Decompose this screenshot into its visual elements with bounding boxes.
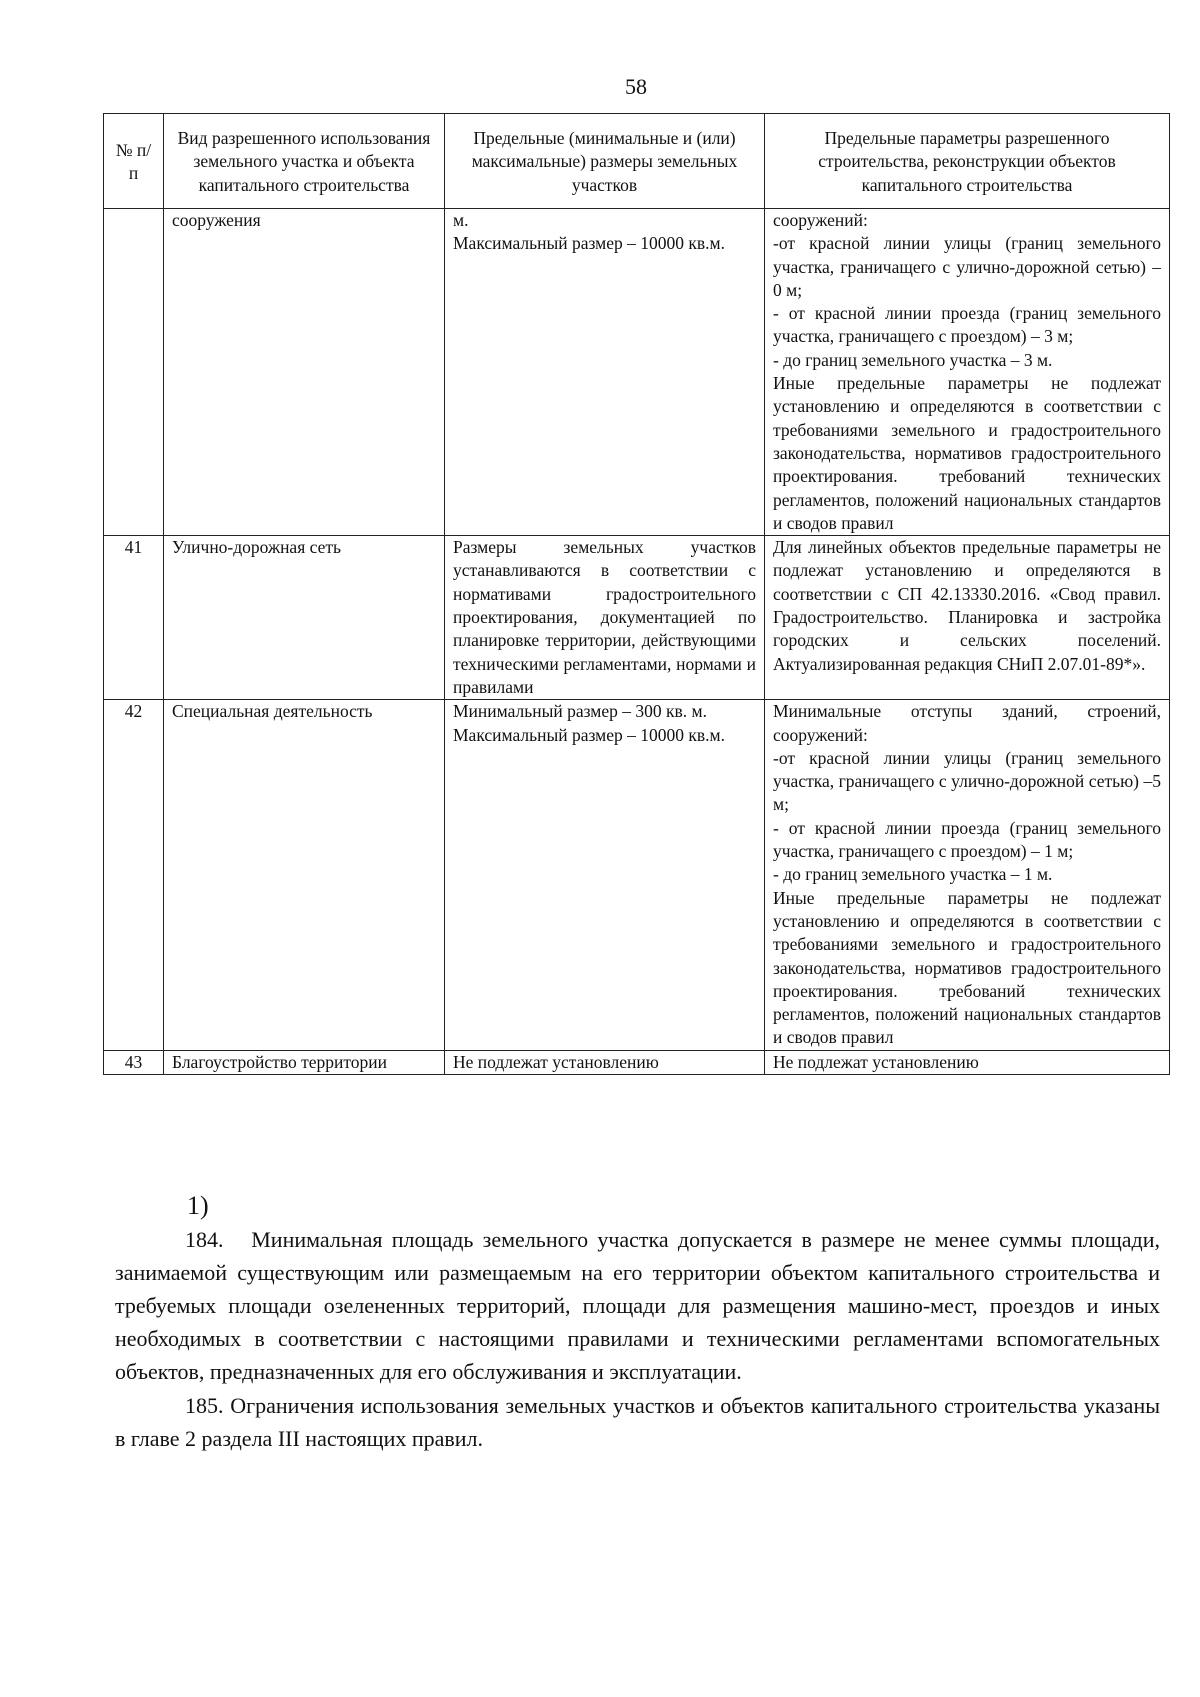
plot-size-line: Максимальный размер – 10000 кв.м.: [453, 233, 725, 254]
param-line: Не подлежат установлению: [773, 1051, 979, 1072]
paragraph-185: 185. Ограничения использования земельных участков и объектов капитального строительства указаны в главе 2 раздела III настоящих правил.: [115, 1393, 1160, 1451]
param-line: - от красной линии проезда (границ земельного участка, граничащего с проездом) – 1 м;: [773, 817, 1161, 862]
regulations-table: [103, 113, 1170, 1075]
table-row: [104, 536, 1170, 700]
param-line: Иные предельные параметры не подлежат установлению и определяются в соответствии с требованиями земельного и градостроительного законодательства, нормативов градостроительного проектирования. требований технических регламентов, положений национальных стандартов и сводов правил: [773, 887, 1161, 1048]
header-construction-params: Предельные параметры разрешенного строительства, реконструкции объектов капитального строительства: [765, 114, 1170, 209]
header-plot-sizes: Предельные (минимальные и (или) максимальные) размеры земельных участков: [445, 114, 765, 209]
row-use-type: сооружения: [164, 209, 445, 536]
param-line: -от красной линии улицы (границ земельного участка, граничащего с улично-дорожной сетью) – 0 м;: [773, 233, 1161, 300]
header-number: № п/п: [104, 114, 164, 209]
row-plot-sizes: [445, 1050, 765, 1074]
param-line: -от красной линии улицы (границ земельного участка, граничащего с улично-дорожной сетью) –5 м;: [773, 747, 1161, 815]
param-line: - до границ земельного участка – 3 м.: [773, 349, 1053, 370]
param-line: - от красной линии проезда (границ земельного участка, граничащего с проездом) – 3 м;: [773, 303, 1161, 347]
footnote-marker: 1): [187, 1191, 209, 1220]
row-number: 43: [104, 1050, 164, 1074]
row-use-type: Благоустройство территории: [164, 1050, 445, 1074]
page-number: 58: [625, 74, 647, 99]
param-line: Для линейных объектов предельные параметры не подлежат установлению и определяются в соответствии с СП 42.13330.2016. «Свод правил. Градостроительство. Планировка и застройка городских и сельских поселений. Актуализированная редакция СНиП 2.07.01-89*».: [773, 537, 1161, 674]
plot-size-line: Минимальный размер – 300 кв. м.: [453, 701, 707, 722]
row-number: 42: [104, 700, 164, 1050]
row-number: [104, 209, 164, 536]
row-number: 41: [104, 536, 164, 700]
table-header-row: [104, 114, 1170, 209]
row-construction-params: [765, 700, 1170, 1050]
param-line: - до границ земельного участка – 1 м.: [773, 864, 1053, 885]
row-use-type: Специальная деятельность: [164, 700, 445, 1050]
row-use-type: Улично-дорожная сеть: [164, 536, 445, 700]
plot-size-line: Максимальный размер – 10000 кв.м.: [453, 724, 725, 745]
param-line: Минимальные отступы зданий, строений, сооружений:: [773, 701, 1161, 745]
table-row: [104, 700, 1170, 1050]
table-row: [104, 1050, 1170, 1074]
row-plot-sizes: [445, 536, 765, 700]
param-line: Иные предельные параметры не подлежат установлению и определяются в соответствии с требованиями земельного и градостроительного законодательства, нормативов градостроительного проектирования. требований технических регламентов, положений национальных стандартов и сводов правил: [773, 373, 1161, 533]
table-row: [104, 209, 1170, 536]
plot-size-line: Размеры земельных участков устанавливаются в соответствии с нормативами градостроительного проектирования, документацией по планировке территории, действующими техническими регламентами, нормами и правилами: [453, 537, 756, 697]
row-plot-sizes: [445, 209, 765, 536]
paragraph-184: 184. Минимальная площадь земельного участка допускается в размере не менее суммы площади, занимаемой существующим или размещаемым на его территории объектом капитального строительства и требуемых площади озелененных территорий, площади для размещения машино-мест, проездов и иных необходимых в соответствии с настоящими правилами и техническими регламентами вспомогательных объектов, предназначенных для его обслуживания и эксплуатации.: [115, 1227, 1160, 1384]
row-plot-sizes: [445, 700, 765, 1050]
row-construction-params: [765, 209, 1170, 536]
header-use-type: Вид разрешенного использования земельного участка и объекта капитального строительства: [164, 114, 445, 209]
row-construction-params: [765, 1050, 1170, 1074]
plot-size-line: Не подлежат установлению: [453, 1051, 659, 1072]
param-line: сооружений:: [773, 210, 868, 230]
plot-size-line: м.: [453, 210, 469, 230]
row-construction-params: [765, 536, 1170, 700]
